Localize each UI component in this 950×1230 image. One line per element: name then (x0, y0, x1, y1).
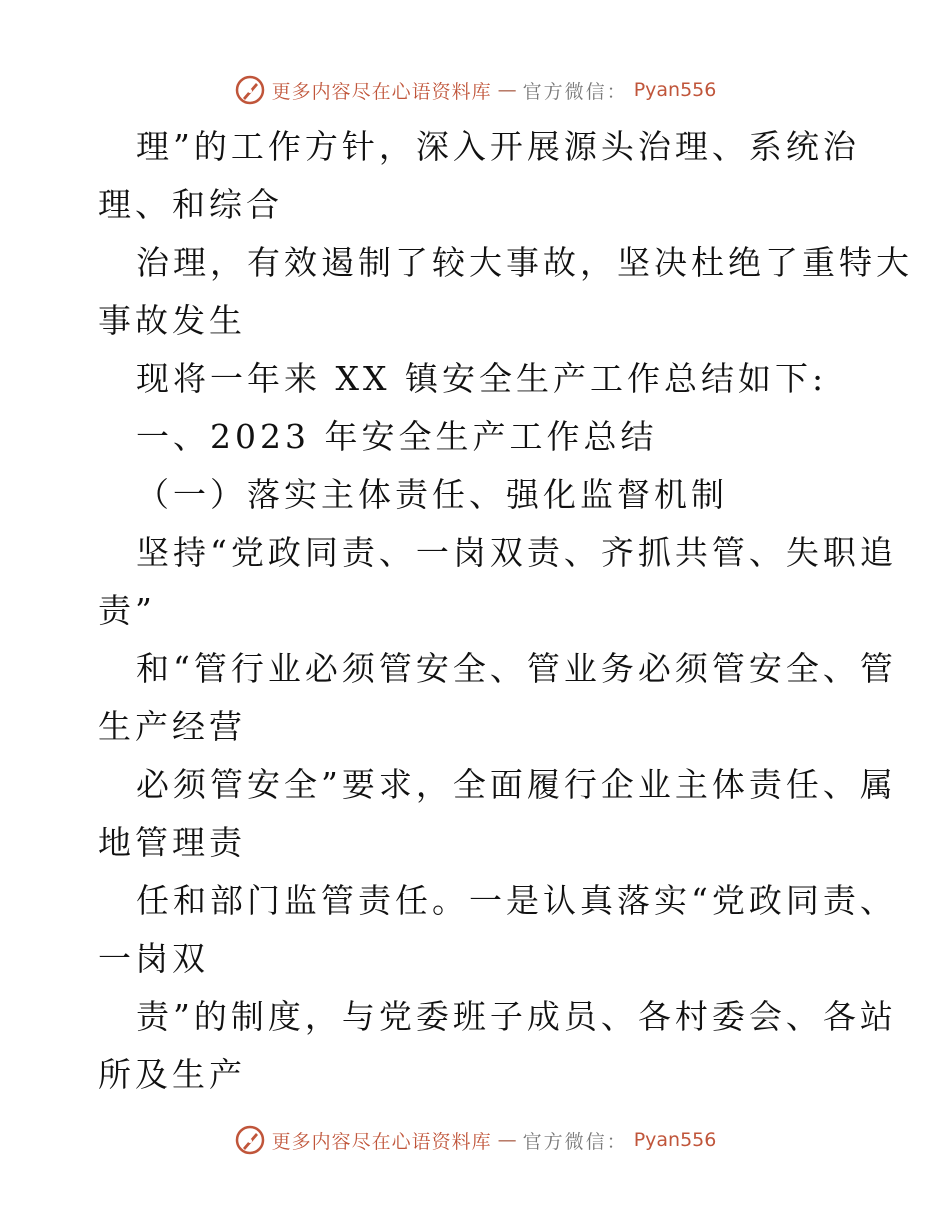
text-line: 现将一年来 XX 镇安全生产工作总结如下: (136, 359, 828, 398)
text-line: 责”的制度，与党委班子成员、各村委会、各站 (136, 997, 897, 1036)
text-line: 任和部门监管责任。一是认真落实“党政同责、 (136, 881, 897, 920)
text-line: 责” (98, 591, 156, 630)
text-line: 生产经营 (98, 707, 246, 746)
watermark-dash: — (497, 1129, 517, 1151)
text-line: 一岗双 (98, 939, 209, 978)
text-line: 治理，有效遏制了较大事故，坚决杜绝了重特大 (136, 243, 913, 282)
quill-pen-circle-icon (234, 74, 266, 106)
section-heading: 一、2023 年安全生产工作总结 (136, 417, 658, 456)
text-line: 和“管行业必须管安全、管业务必须管安全、管 (136, 649, 897, 688)
subsection-heading: （一）落实主体责任、强化监督机制 (136, 475, 728, 514)
text-line: 事故发生 (98, 301, 246, 340)
watermark-wechat-id: Pyan556 (633, 1129, 717, 1151)
text-line: 所及生产 (98, 1055, 246, 1094)
watermark-dash: — (497, 79, 517, 101)
text-line: 地管理责 (98, 823, 246, 862)
header-watermark (0, 68, 950, 112)
text-line: 必须管安全”要求，全面履行企业主体责任、属 (136, 765, 897, 804)
text-line: 理”的工作方针，深入开展源头治理、系统治 (136, 127, 860, 166)
watermark-wechat-id: Pyan556 (633, 79, 717, 101)
text-line: 坚持“党政同责、一岗双责、齐抓共管、失职追 (136, 533, 897, 572)
quill-pen-circle-icon (234, 1124, 266, 1156)
watermark-official-label: 官方微信： (522, 1130, 628, 1153)
watermark-prefix: 更多内容尽在心语资料库 (271, 80, 492, 103)
watermark-prefix: 更多内容尽在心语资料库 (271, 1130, 492, 1153)
text-line: 理、和综合 (98, 185, 283, 224)
document-body (98, 118, 913, 1104)
footer-watermark (0, 1118, 950, 1162)
watermark-official-label: 官方微信： (522, 80, 628, 103)
